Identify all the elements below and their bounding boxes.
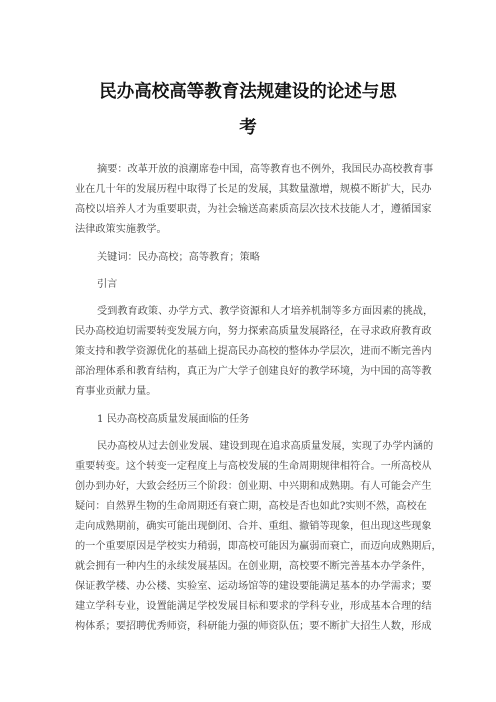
- intro-line: 受到教育政策、办学方式、教学资源和人才培养机制等多方面因素的挑战，: [97, 306, 434, 317]
- section-body-line: 创办到办好，大致会经历三个阶段：创业期、中兴期和成熟期。有人可能会产生: [75, 481, 432, 492]
- intro-heading: 引言: [97, 279, 118, 290]
- section-body-line: 构体系；要招聘优秀师资，科研能力强的师资队伍；要不断扩大招生人数，形成: [75, 621, 432, 632]
- section-body-line: 重要转变。这个转变一定程度上与高校发展的生命周期规律相符合。一所高校从: [75, 461, 432, 472]
- section-body-line: 民办高校从过去创业发展、建设到现在追求高质量发展，实现了办学内涵的: [97, 441, 434, 452]
- section-body-line: 就会拥有一种内生的永续发展基因。在创业期，高校要不断完善基本办学条件，: [75, 561, 432, 572]
- keywords: 关键词：民办高校；高等教育；策略: [97, 252, 260, 263]
- section-body-line: 的一个重要原因是学校实力稍弱，即高校可能因为赢弱而衰亡，而迈向成熟期后，: [75, 541, 442, 552]
- section-heading: 1 民办高校高质量发展面临的任务: [97, 414, 250, 425]
- section-body-line: 走向成熟期前，确实可能出现倒闭、合并、重组、撤销等现象，但出现这些现象: [75, 521, 432, 532]
- section-body-line: 疑问：自然界生物的生命周期还有衰亡期，高校是否也如此?实则不然，高校在: [75, 501, 427, 512]
- abstract-line: 法律政策实施教学。: [75, 224, 167, 235]
- intro-line: 部治理体系和教育结构，真正为广大学子创建良好的教学环境，为中国的高等教: [75, 366, 432, 377]
- intro-line: 育事业贡献力量。: [75, 386, 157, 397]
- document-title-line-1: 民办高校高等教育法规建设的论述与思: [99, 82, 397, 102]
- intro-line: 策支持和教学资源优化的基础上提高民办高校的整体办学层次，进而不断完善内: [75, 346, 432, 357]
- section-body-line: 保证教学楼、办公楼、实验室、运动场馆等的建设要能满足基本的办学需求；要: [75, 581, 432, 592]
- abstract-line: 业在几十年的发展历程中取得了长足的发展，其数量激增，规模不断扩大，民办: [75, 184, 432, 195]
- document-title-line-2: 考: [239, 118, 257, 138]
- abstract-line: 高校以培养人才为重要职责，为社会输送高素质高层次技术技能人才，遵循国家: [75, 204, 432, 215]
- abstract-line: 摘要：改革开放的浪潮席卷中国，高等教育也不例外，我国民办高校教育事: [97, 164, 434, 175]
- section-body-line: 建立学科专业，设置能满足学校发展目标和要求的学科专业，形成基本合理的结: [75, 601, 432, 612]
- intro-line: 民办高校迫切需要转变发展方向，努力探索高质量发展路径，在寻求政府教育政: [75, 326, 432, 337]
